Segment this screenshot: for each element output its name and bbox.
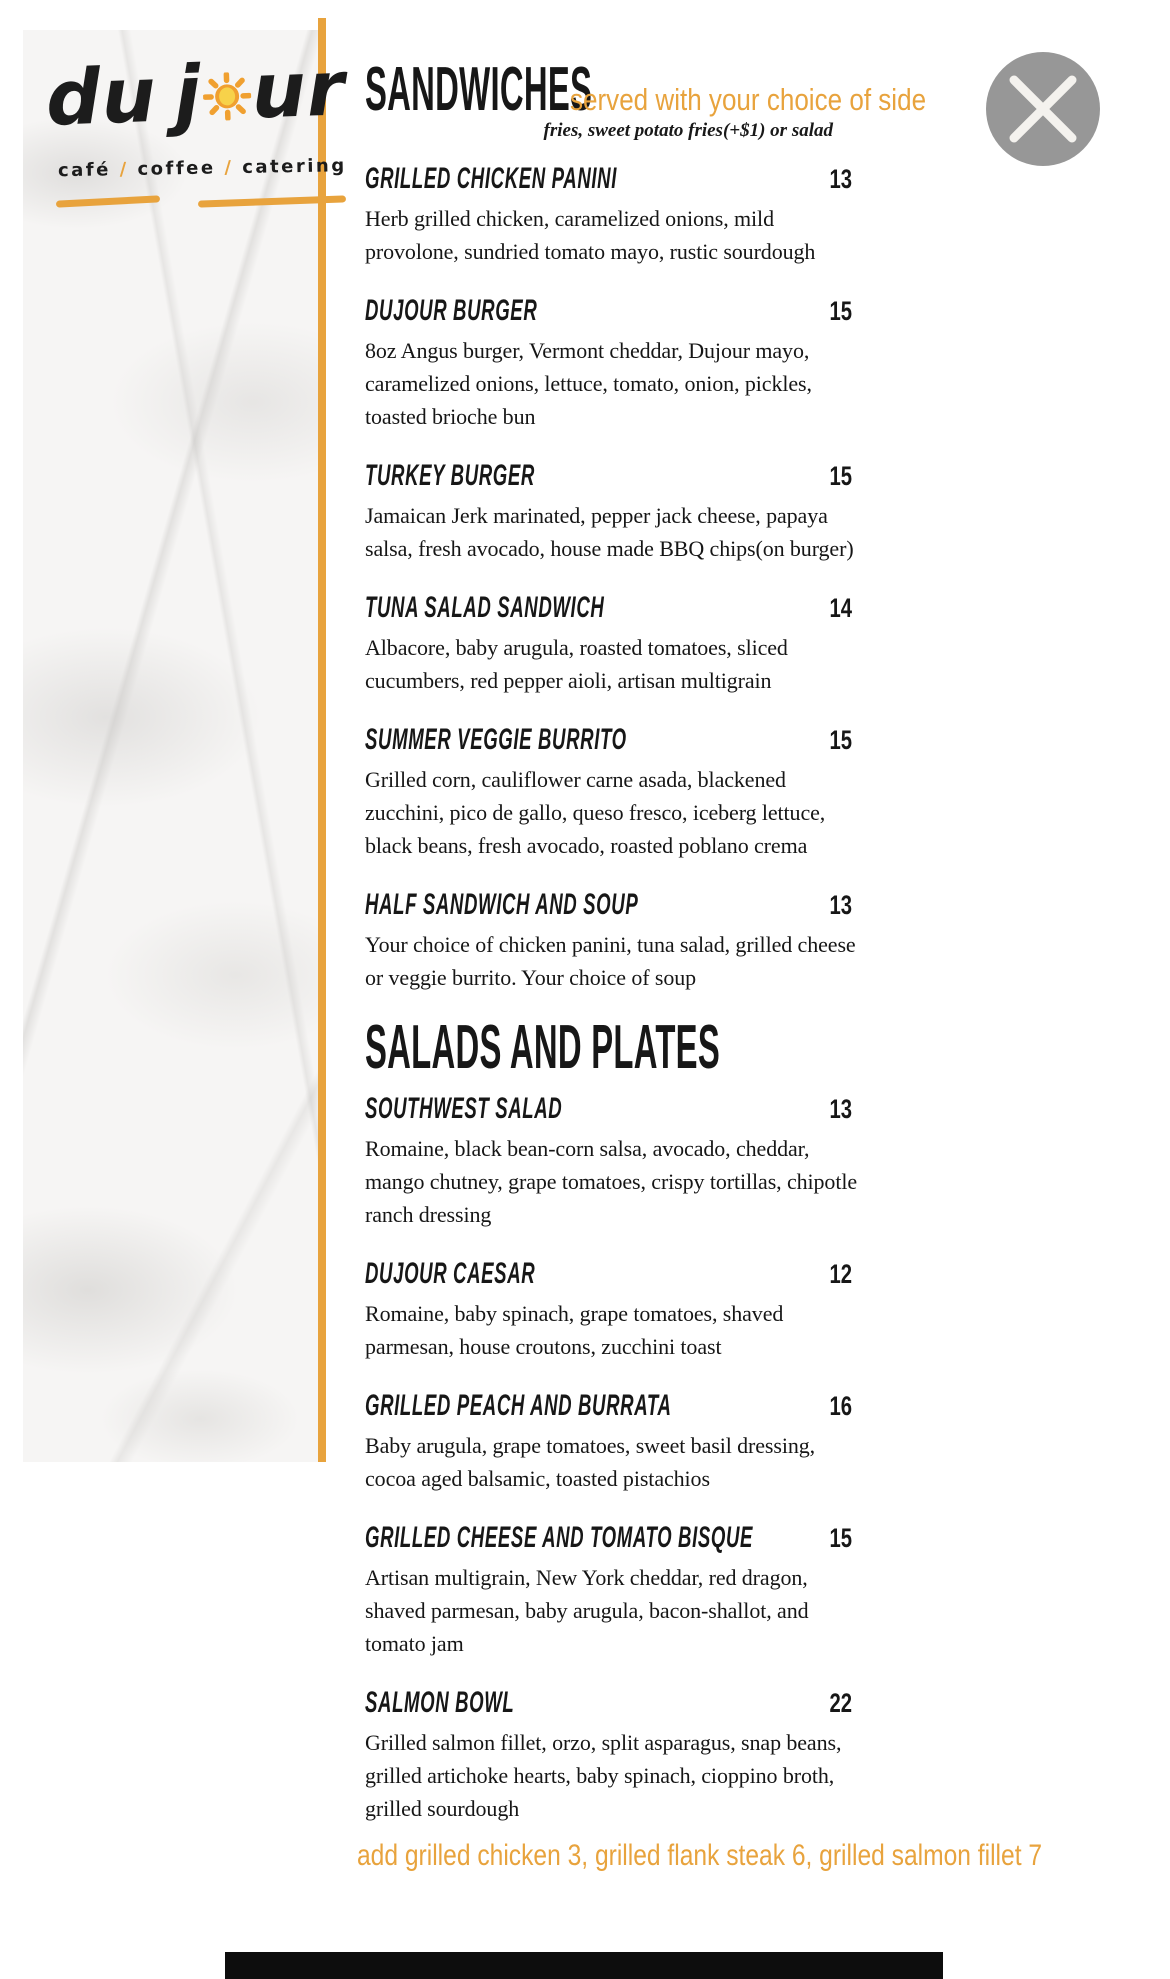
menu-item bbox=[365, 886, 856, 994]
item-name: SALMON BOWL bbox=[365, 1686, 515, 1719]
menu-item bbox=[365, 160, 852, 268]
menu-item bbox=[365, 1090, 858, 1231]
item-price: 13 bbox=[829, 1094, 852, 1124]
tagline-slash-icon: / bbox=[224, 156, 234, 178]
item-description: Jamaican Jerk marinated, pepper jack cheese, papaya salsa, fresh avocado, house made BBQ chips(on burger) bbox=[365, 503, 854, 561]
tagline-slash-icon: / bbox=[119, 158, 129, 180]
item-price: 13 bbox=[829, 164, 852, 194]
vertical-divider bbox=[318, 18, 326, 1462]
dujour-logo bbox=[44, 43, 347, 181]
section-subtitle: served with your choice of side bbox=[570, 82, 927, 117]
item-price: 14 bbox=[829, 593, 852, 623]
logo-word-j: j bbox=[172, 48, 204, 139]
logo-text bbox=[44, 43, 347, 143]
sandwiches-items bbox=[365, 160, 1125, 994]
section-note: fries, sweet potato fries(+$1) or salad bbox=[543, 120, 833, 141]
menu-item bbox=[365, 1519, 852, 1660]
logo-word-ur: ur bbox=[249, 43, 347, 136]
item-description: Grilled salmon fillet, orzo, split asparagus, snap beans, grilled artichoke hearts, baby spinach, cioppino broth, grilled sourdough bbox=[365, 1730, 842, 1821]
item-name: TURKEY BURGER bbox=[365, 459, 535, 492]
bottom-bar bbox=[225, 1952, 943, 1979]
item-name: GRILLED CHEESE AND TOMATO BISQUE bbox=[365, 1521, 754, 1554]
item-description: Your choice of chicken panini, tuna salad, grilled cheese or veggie burrito. Your choice of soup bbox=[365, 932, 856, 990]
item-description: Romaine, black bean-corn salsa, avocado, cheddar, mango chutney, grape tomatoes, crispy tortillas, chipotle ranch dressing bbox=[365, 1136, 858, 1227]
menu-item bbox=[365, 1387, 852, 1495]
item-price: 15 bbox=[829, 1523, 852, 1553]
item-price: 15 bbox=[829, 461, 852, 491]
section-header-sandwiches bbox=[365, 55, 1125, 124]
item-price: 15 bbox=[829, 725, 852, 755]
item-name: SOUTHWEST SALAD bbox=[365, 1092, 563, 1125]
logo-tagline: café / coffee / catering bbox=[57, 154, 347, 181]
item-name: DUJOUR CAESAR bbox=[365, 1257, 536, 1290]
item-description: 8oz Angus burger, Vermont cheddar, Dujour mayo, caramelized onions, lettuce, tomato, onion, pickles, toasted brioche bun bbox=[365, 338, 812, 429]
item-description: Artisan multigrain, New York cheddar, red dragon, shaved parmesan, baby arugula, bacon-shallot, and tomato jam bbox=[365, 1565, 809, 1656]
marble-panel bbox=[23, 30, 347, 1462]
item-description: Romaine, baby spinach, grape tomatoes, shaved parmesan, house croutons, zucchini toast bbox=[365, 1301, 784, 1359]
item-name: TUNA SALAD SANDWICH bbox=[365, 591, 605, 624]
logo-word-du: du bbox=[44, 49, 159, 143]
item-description: Herb grilled chicken, caramelized onions, mild provolone, sundried tomato mayo, rustic sourdough bbox=[365, 206, 816, 264]
menu-item bbox=[365, 457, 852, 565]
item-description: Albacore, baby arugula, roasted tomatoes, sliced cucumbers, red pepper aioli, artisan multigrain bbox=[365, 635, 788, 693]
item-name: SUMMER VEGGIE BURRITO bbox=[365, 723, 627, 756]
section-title: SALADS AND PLATES bbox=[365, 1013, 721, 1082]
menu-item bbox=[365, 292, 852, 433]
item-name: GRILLED PEACH AND BURRATA bbox=[365, 1389, 672, 1422]
menu-item bbox=[365, 721, 852, 862]
item-description: Grilled corn, cauliflower carne asada, blackened zucchini, pico de gallo, queso fresco, iceberg lettuce, black beans, fresh avocado, roasted poblano crema bbox=[365, 767, 826, 858]
item-name: HALF SANDWICH AND SOUP bbox=[365, 888, 639, 921]
menu-item bbox=[365, 589, 852, 697]
menu-content bbox=[357, 55, 1125, 1873]
item-price: 22 bbox=[829, 1688, 852, 1718]
item-name: DUJOUR BURGER bbox=[365, 294, 538, 327]
item-name: GRILLED CHICKEN PANINI bbox=[365, 162, 618, 195]
item-description: Baby arugula, grape tomatoes, sweet basil dressing, cocoa aged balsamic, toasted pistachios bbox=[365, 1433, 816, 1491]
sun-icon bbox=[201, 52, 251, 102]
item-price: 16 bbox=[829, 1391, 852, 1421]
section-header-salads bbox=[365, 1013, 1125, 1082]
menu-item bbox=[365, 1255, 852, 1363]
item-price: 15 bbox=[829, 296, 852, 326]
salads-items bbox=[365, 1090, 1125, 1825]
item-price: 13 bbox=[829, 890, 852, 920]
item-price: 12 bbox=[829, 1259, 852, 1289]
addons-line: add grilled chicken 3, grilled flank steak 6, grilled salmon fillet 7 bbox=[357, 1839, 1043, 1872]
menu-item bbox=[365, 1684, 852, 1825]
section-title: SANDWICHES bbox=[365, 55, 593, 124]
